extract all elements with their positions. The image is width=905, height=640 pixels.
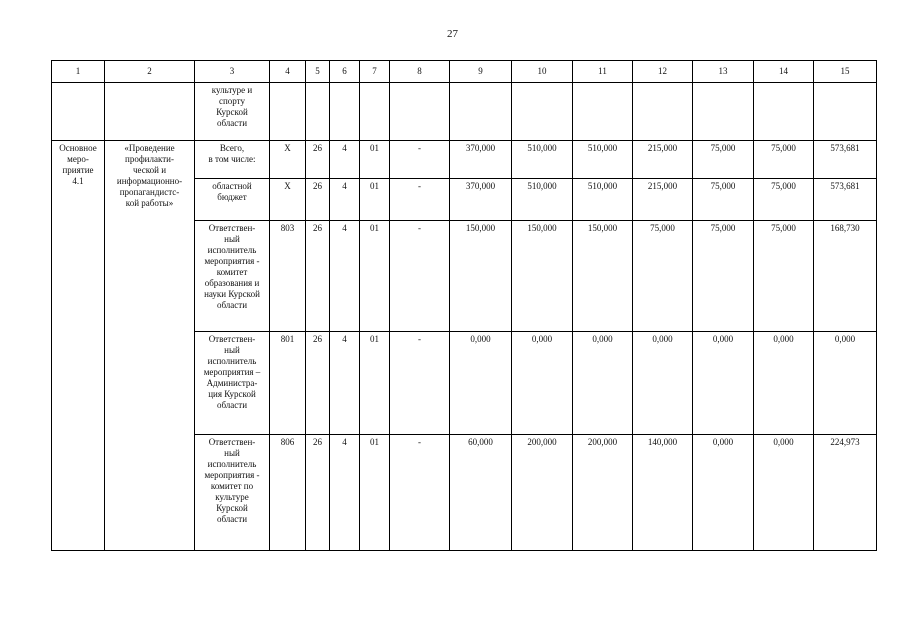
table-cell: Ответствен- ный исполнитель мероприятия - комитет образования и науки Курской области [195,221,270,332]
table-cell: областной бюджет [195,179,270,221]
table-cell: 0,000 [814,332,877,435]
table-cell: 0,000 [754,332,814,435]
table-cell: - [390,435,450,551]
table-cell [573,83,633,141]
table-cell [330,83,360,141]
table-cell [306,83,330,141]
table-cell: 75,000 [693,141,754,179]
table-cell: - [390,141,450,179]
table-cell: культуре и спорту Курской области [195,83,270,141]
table-cell [633,83,693,141]
header-cell: 2 [105,61,195,83]
table-cell: 168,730 [814,221,877,332]
table-cell: Ответствен- ный исполнитель мероприятия - комитет по культуре Курской области [195,435,270,551]
table-cell [105,83,195,141]
header-cell: 3 [195,61,270,83]
page-number: 27 [447,28,458,40]
table-cell: 573,681 [814,179,877,221]
table-cell: 215,000 [633,141,693,179]
table-row [52,83,877,141]
table-cell: 4 [330,221,360,332]
table-cell: 26 [306,221,330,332]
table-cell [270,83,306,141]
table-cell: - [390,221,450,332]
table-cell: 01 [360,435,390,551]
header-cell: 13 [693,61,754,83]
header-cell: 11 [573,61,633,83]
table-cell: 0,000 [693,332,754,435]
table-cell: 150,000 [512,221,573,332]
table-cell: 26 [306,179,330,221]
table-cell [390,83,450,141]
header-cell: 15 [814,61,877,83]
table-cell [693,83,754,141]
header-cell: 6 [330,61,360,83]
header-cell: 14 [754,61,814,83]
table-cell: 01 [360,221,390,332]
header-cell: 9 [450,61,512,83]
table-cell: 4 [330,141,360,179]
table-cell: 60,000 [450,435,512,551]
table-cell: 215,000 [633,179,693,221]
table-cell: 510,000 [512,141,573,179]
table-cell: 26 [306,435,330,551]
table-cell: 224,973 [814,435,877,551]
table-row [52,141,877,179]
budget-table [51,60,877,551]
table-cell: 75,000 [693,179,754,221]
header-cell: 7 [360,61,390,83]
table-cell [360,83,390,141]
header-row [52,61,877,83]
table-cell [754,83,814,141]
table-cell: Основное меро- приятие 4.1 [52,141,105,551]
table-cell [450,83,512,141]
table-cell: 75,000 [754,221,814,332]
table-cell: 806 [270,435,306,551]
table-cell: 0,000 [512,332,573,435]
table-cell: 573,681 [814,141,877,179]
table-cell: 150,000 [450,221,512,332]
table-cell: - [390,332,450,435]
table-cell: 75,000 [633,221,693,332]
table-cell: 0,000 [573,332,633,435]
table-cell: 370,000 [450,179,512,221]
table-cell: 0,000 [633,332,693,435]
table-cell [512,83,573,141]
table-cell: 200,000 [573,435,633,551]
table-cell: Ответствен- ный исполнитель мероприятия – Администра- ция Курской области [195,332,270,435]
header-cell: 12 [633,61,693,83]
table-cell: 140,000 [633,435,693,551]
table-cell: - [390,179,450,221]
table-cell: 510,000 [573,179,633,221]
table-cell: 803 [270,221,306,332]
table-cell: 26 [306,332,330,435]
table-cell: 801 [270,332,306,435]
table-cell: 0,000 [754,435,814,551]
table-cell: X [270,141,306,179]
table-cell: 0,000 [693,435,754,551]
table-cell: 0,000 [450,332,512,435]
table-cell: 01 [360,141,390,179]
header-cell: 4 [270,61,306,83]
table-cell: Всего, в том числе: [195,141,270,179]
header-cell: 8 [390,61,450,83]
table-cell: 75,000 [754,179,814,221]
table-cell: 75,000 [693,221,754,332]
table-cell: 510,000 [512,179,573,221]
table-cell: 4 [330,332,360,435]
header-cell: 5 [306,61,330,83]
table-cell: 4 [330,179,360,221]
table-cell: 370,000 [450,141,512,179]
table-cell: 510,000 [573,141,633,179]
table-cell: 75,000 [754,141,814,179]
table-cell: 26 [306,141,330,179]
table-cell: 01 [360,179,390,221]
table-cell: 150,000 [573,221,633,332]
header-cell: 1 [52,61,105,83]
table-cell: 200,000 [512,435,573,551]
table-cell: «Проведение профилакти- ческой и информационно- пропагандистс- кой работы» [105,141,195,551]
table-cell: 4 [330,435,360,551]
header-cell: 10 [512,61,573,83]
table-cell: X [270,179,306,221]
table-cell [814,83,877,141]
table-cell: 01 [360,332,390,435]
table-cell [52,83,105,141]
